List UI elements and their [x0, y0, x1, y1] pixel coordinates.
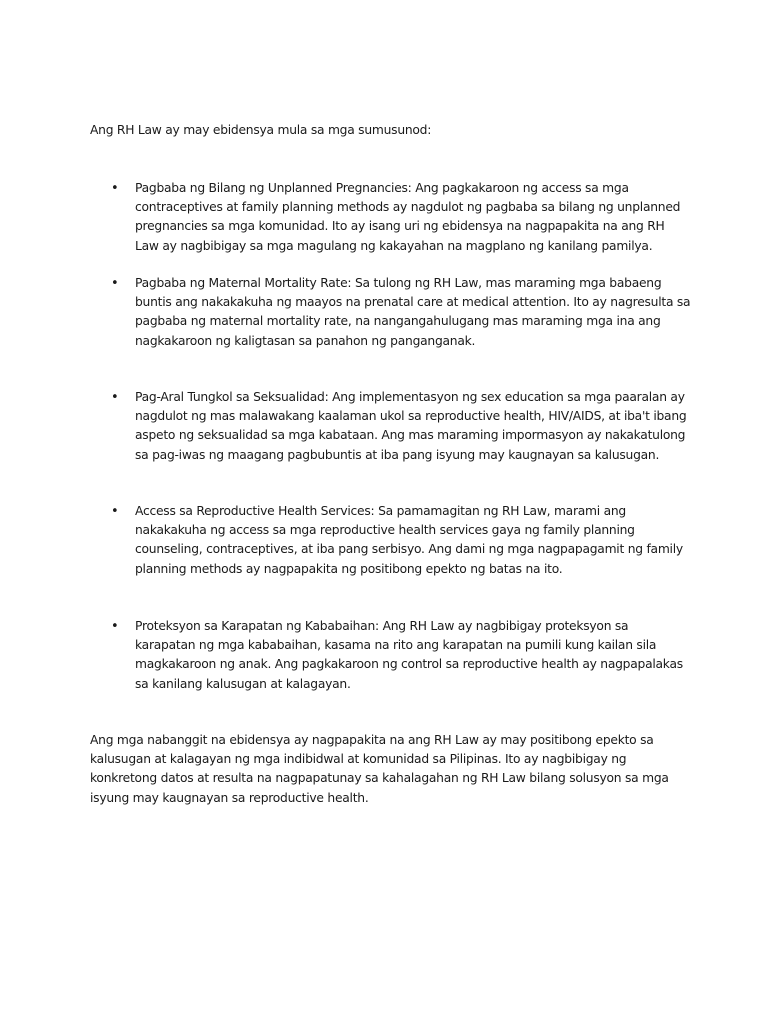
bullet-icon: • — [111, 276, 119, 291]
conclusion-paragraph: Ang mga nabanggit na ebidensya ay nagpapakita na ang RH Law ay may positibong epekto sa kalusugan at kalagayan ng mga indibidwal at komunidad sa Pilipinas. Ito ay nagbibigay ng konkretong datos at resulta na nagpapatunay sa kahalagahan ng RH Law bilang solusyon sa mga isyung may kaugnayan sa reproductive health. — [90, 733, 669, 805]
list-item-text: Pagbaba ng Bilang ng Unplanned Pregnancies: Ang pagkakaroon ng access sa mga contraceptives at family planning methods ay nagdulot ng pagbaba sa bilang ng unplanned pregnancies sa mga komunidad. Ito ay isang uri ng ebidensya na nagpapakita na ang RH Law ay nagbibigay sa mga magulang ng kakayahan na magplano ng kanilang pamilya. — [135, 181, 681, 253]
bullet-icon: • — [111, 181, 119, 196]
list-item-text: Proteksyon sa Karapatan ng Kababaihan: Ang RH Law ay nagbibigay proteksyon sa karapatan ng mga kababaihan, kasama na rito ang karapatan na pumili kung kailan sila magkakaroon ng anak. Ang pagkakaroon ng control sa reproductive health ay nagpapalakas sa kanilang kalusugan at kalagayan. — [135, 619, 683, 691]
list-item-text: Pagbaba ng Maternal Mortality Rate: Sa tulong ng RH Law, mas maraming mga babaeng buntis ang nakakakuha ng maayos na prenatal care at medical attention. Ito ay nagresulta sa pagbaba ng maternal mortality rate, na nangangahulugang mas maraming mga ina ang nagkakaroon ng kaligtasan sa panahon ng panganganak. — [135, 276, 691, 348]
list-item-text: Access sa Reproductive Health Services: Sa pamamagitan ng RH Law, marami ang nakakakuha ng access sa mga reproductive health services gaya ng family planning counseling, contraceptives, at iba pang serbisyo. Ang dami ng mga nagpapagamit ng family planning methods ay nagpapakita ng positibong epekto ng batas na ito. — [135, 504, 683, 576]
bullet-icon: • — [111, 504, 119, 519]
bullet-icon: • — [111, 619, 119, 634]
intro-paragraph: Ang RH Law ay may ebidensya mula sa mga sumusunod: — [90, 123, 432, 137]
bullet-icon: • — [111, 390, 119, 405]
list-item-text: Pag-Aral Tungkol sa Seksualidad: Ang implementasyon ng sex education sa mga paaralan ay nagdulot ng mas malawakang kaalaman ukol sa reproductive health, HIV/AIDS, at iba't ibang aspeto ng seksualidad sa mga kabataan. Ang mas maraming impormasyon ay nakakatulong sa pag-iwas ng maagang pagbubuntis at iba pang isyung may kaugnayan sa kalusugan. — [135, 390, 687, 462]
